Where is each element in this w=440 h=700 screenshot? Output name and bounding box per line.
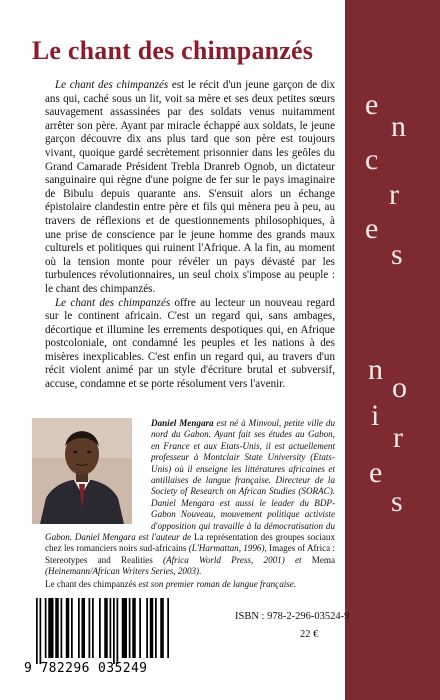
barcode-bar xyxy=(66,598,70,658)
bio-paragraph xyxy=(45,579,335,590)
bio-book-title: Mema xyxy=(311,554,335,565)
photo-spacer xyxy=(45,418,145,524)
barcode-bar xyxy=(48,598,53,658)
barcode-bar xyxy=(110,598,112,658)
bio-text: est son premier roman de langue française. xyxy=(136,578,297,589)
barcode-bar xyxy=(40,598,42,664)
bio-book-title: Images of Africa : Stereotypes and Realities xyxy=(45,543,335,565)
barcode-bar xyxy=(132,598,136,658)
bio-text: est né à Minvoul, petite ville du nord du Gabon. Ayant fait ses études au Gabon, en France et aux Etats-Unis, il est actuellement professeur à Montclair State University (Etats-Unis) où il enseigne les littératures africaines et antillaises de langue française. Directeur de la Society of Research on African Studies (SORAC). Daniel Mengara est aussi le leader du BDP-Gabon Nouveau, mouvement politique activiste d'opposition qui travaille à la démocratisation du Gabon. Daniel Mengara est l'auteur de xyxy=(45,418,335,543)
inline-title: Le chant des chimpanzés xyxy=(55,79,169,91)
barcode-bar xyxy=(45,598,47,658)
spine-letter: s xyxy=(391,238,403,271)
spine-letter: o xyxy=(392,371,407,404)
bio-text: (Heinemann/African Writers Series, 2003). xyxy=(45,566,202,577)
synopsis-text: est le récit d'un jeune garçon de dix ans qui, caché sous un lit, voit sa mère et ses deux petites sœurs sauvagement assassinées par des soldats venus nuitamment arrêter son père. Ayant par miracle échappé aux soldats, le jeune garçon découvre dix ans plus tard que son père est toujours vivant, quoique gardé secrètement prisonnier dans les geôles du Grand Camarade Président Trebla Dranreb Ognob, un dictateur sanguinaire qui règne d'une poigne de fer sur le pays imaginaire de Bibulu depuis quarante ans. S'ensuit alors un échange épistolaire clandestin entre père et fils qui mènera peu à peu, au travers de réflexions et de questionnements philosophiques, à une prise de conscience par le jeune homme des grands maux culturels et politiques qui ruinent l'Afrique. A la fin, au moment où la tension monte pour révéler un pays dévasté par les turbulences révolutionnaires, un seul choix s'impose au peuple : le chant des chimpanzés. xyxy=(45,79,335,295)
barcode-bar xyxy=(146,598,148,658)
barcode-bar xyxy=(167,598,169,658)
barcode-number: 9 782296 035249 xyxy=(24,661,148,676)
barcode-bar xyxy=(129,598,131,658)
spine-letter: r xyxy=(389,178,399,211)
barcode-bar xyxy=(89,598,91,658)
bio-text: (L'Harmattan, 1996), xyxy=(186,543,270,554)
spine-letter: e xyxy=(369,456,383,489)
barcode-bar xyxy=(113,598,115,664)
bio-text: (Africa World Press, 2001) et xyxy=(152,554,312,565)
barcode-bar xyxy=(61,598,63,658)
author-biography xyxy=(45,418,335,590)
book-title: Le chant des chimpanzés xyxy=(31,36,314,65)
barcode-bar xyxy=(122,598,127,658)
spine-letter: i xyxy=(371,399,380,432)
spine-letter: c xyxy=(365,143,379,176)
spine-letter: e xyxy=(365,212,379,245)
spine-letter: e xyxy=(365,88,379,121)
spine-letter: n xyxy=(368,353,383,386)
barcode-bar xyxy=(78,598,80,658)
barcode-bar xyxy=(99,598,101,658)
barcode-bar xyxy=(117,598,119,664)
bio-book-title: La représentation des groupes sociaux chez les romanciers noirs sud-africains xyxy=(45,532,336,554)
barcode-bar xyxy=(139,598,141,658)
synopsis-paragraph xyxy=(45,79,335,297)
barcode-bar xyxy=(55,598,59,658)
synopsis-paragraph xyxy=(45,297,335,392)
synopsis xyxy=(45,79,335,392)
inline-title: Le chant des chimpanzés xyxy=(55,296,171,309)
barcode-bar xyxy=(82,598,86,658)
spine-letter: n xyxy=(391,110,406,143)
synopsis-text: offre au lecteur un nouveau regard sur le continent africain. C'est un regard qui, sans ambages, décortique et illumine les errements despotiques qui, en Afrique postcoloniale, ont condamné les peuples et les nations à des misères inexplicables. C'est enfin un regard qui, au travers d'un récit violent animé par un style d'écriture brutal et subversif, accuse, condamne et se porte résolument vers l'avenir. xyxy=(45,296,335,391)
barcode-bar xyxy=(71,598,73,658)
barcode-bar xyxy=(160,598,164,658)
barcode-bar xyxy=(92,598,94,658)
price-label: 22 € xyxy=(300,629,319,640)
barcode-bar xyxy=(36,598,38,664)
spine-letter: s xyxy=(391,485,403,518)
collection-band xyxy=(345,0,440,700)
barcode xyxy=(30,598,170,668)
bio-book-title: Le chant des chimpanzés xyxy=(45,578,137,589)
barcode-bar xyxy=(104,598,108,658)
author-name: Daniel Mengara xyxy=(151,418,214,428)
isbn-label: ISBN : 978-2-296-03524-9 xyxy=(235,611,350,622)
barcode-bar xyxy=(155,598,157,658)
barcode-bar xyxy=(150,598,154,658)
spine-letter: r xyxy=(393,421,403,454)
